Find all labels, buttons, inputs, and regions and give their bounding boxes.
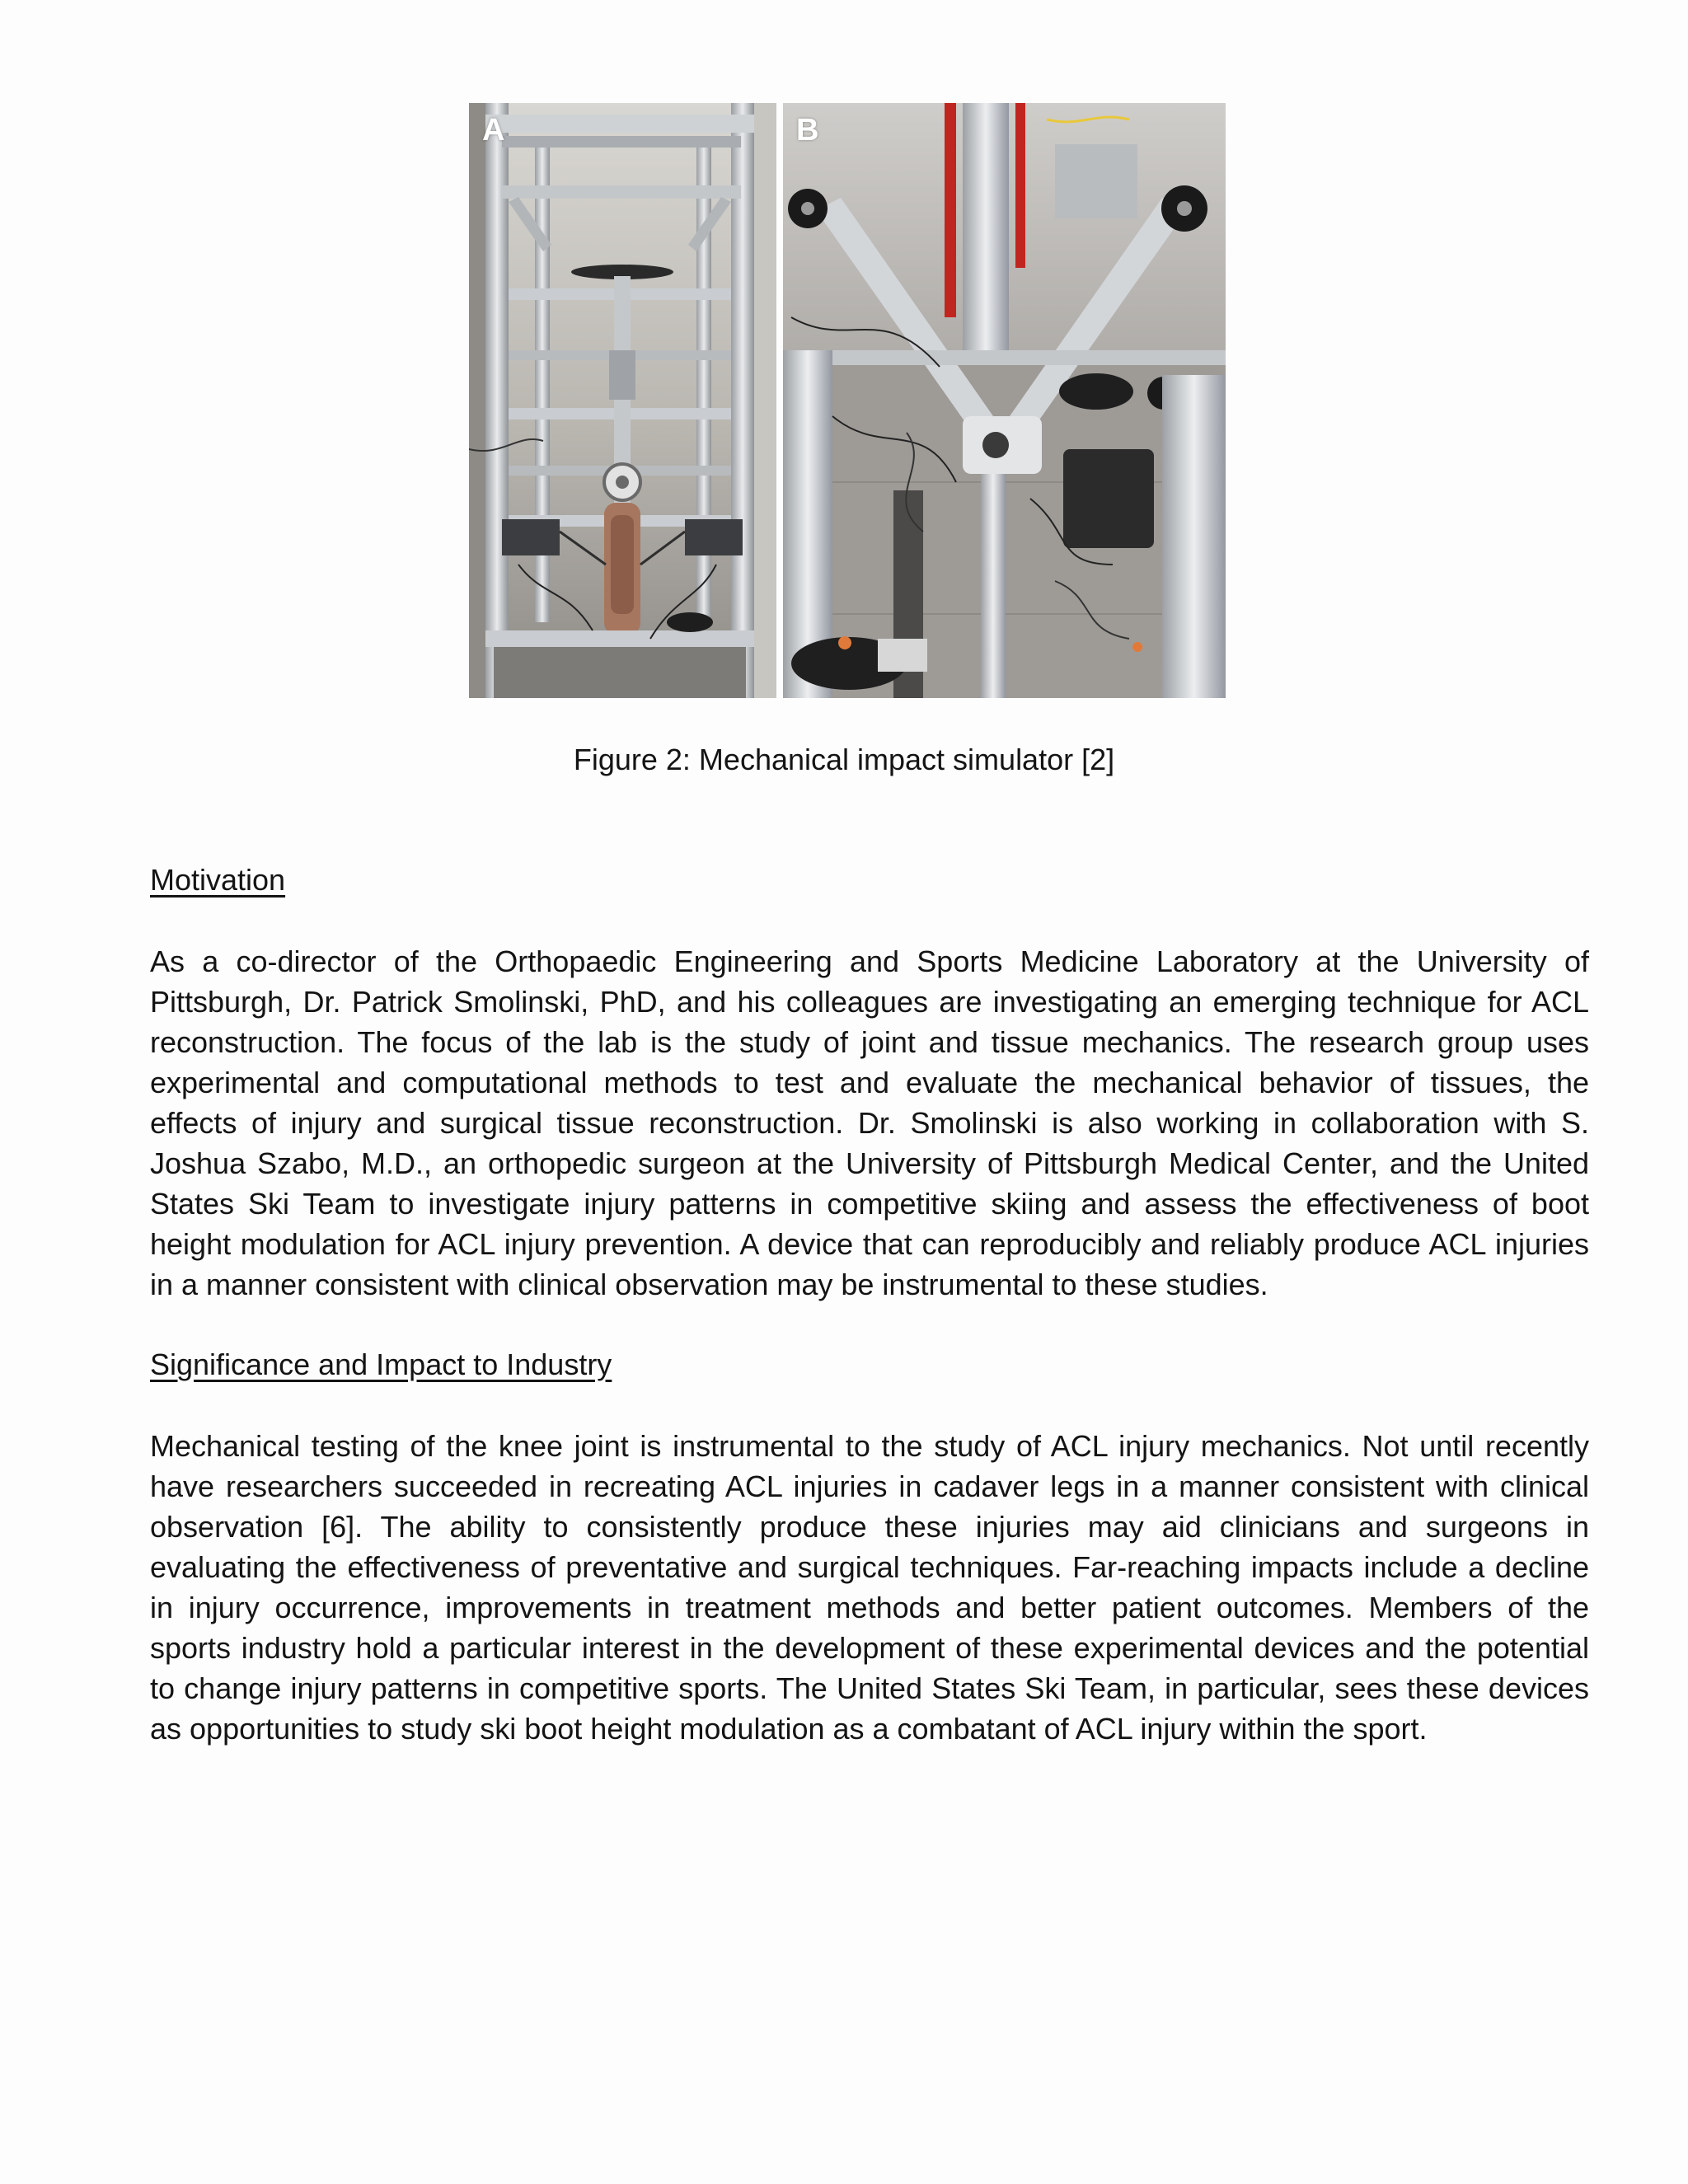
text-line: Joshua Szabo, M.D., an orthopedic surgeon at the University of Pittsburgh Medical Center, and the United (150, 1146, 1589, 1180)
text-line: evaluating the effectiveness of preventative and surgical techniques. Far-reaching impacts include a decline (150, 1550, 1589, 1584)
text-line: to change injury patterns in competitive sports. The United States Ski Team, in particular, sees these devices (150, 1671, 1589, 1705)
text-line: Pittsburgh, Dr. Patrick Smolinski, PhD, and his colleagues are investigating an emerging technique for ACL (150, 985, 1589, 1019)
text-line: experimental and computational methods to test and evaluate the mechanical behavior of tissues, the (150, 1066, 1589, 1099)
section-heading-motivation: Motivation (150, 863, 286, 897)
figure-caption: Figure 2: Mechanical impact simulator [2] (573, 743, 1115, 776)
impact-simulator-top-photo (783, 103, 1226, 698)
text-line: observation [6]. The ability to consistently produce these injuries may aid clinicians and surgeons in (150, 1510, 1589, 1544)
panel-a-label: A (482, 113, 505, 148)
paragraph-significance (150, 1426, 1589, 1749)
section-heading-significance: Significance and Impact to Industry (150, 1347, 612, 1381)
text-line: As a co-director of the Orthopaedic Engineering and Sports Medicine Laboratory at the University of (150, 944, 1589, 978)
text-line: have researchers succeeded in recreating ACL injuries in cadaver legs in a manner consistent with clinical (150, 1469, 1589, 1503)
impact-simulator-front-photo (469, 103, 776, 698)
figure-panel-b (783, 103, 1226, 698)
text-line: sports industry hold a particular interest in the development of these experimental devices and the potential (150, 1631, 1589, 1665)
text-line: in a manner consistent with clinical observation may be instrumental to these studies. (150, 1268, 1268, 1301)
figure (469, 103, 1226, 698)
text-line: height modulation for ACL injury prevention. A device that can reproducibly and reliably produce ACL injuries (150, 1227, 1589, 1261)
figure-panel-a (469, 103, 776, 698)
text-line: Mechanical testing of the knee joint is instrumental to the study of ACL injury mechanics. Not until recently (150, 1429, 1589, 1463)
text-line: effects of injury and surgical tissue reconstruction. Dr. Smolinski is also working in collaboration with S. (150, 1106, 1589, 1140)
paragraph-motivation (150, 941, 1589, 1305)
text-line: States Ski Team to investigate injury patterns in competitive skiing and assess the effectiveness of boot (150, 1187, 1589, 1221)
text-line: reconstruction. The focus of the lab is the study of joint and tissue mechanics. The research group uses (150, 1025, 1589, 1059)
panel-b-label: B (796, 113, 819, 148)
text-line: as opportunities to study ski boot height modulation as a combatant of ACL injury within the sport. (150, 1712, 1428, 1746)
text-line: in injury occurrence, improvements in treatment methods and better patient outcomes. Members of the (150, 1591, 1589, 1624)
